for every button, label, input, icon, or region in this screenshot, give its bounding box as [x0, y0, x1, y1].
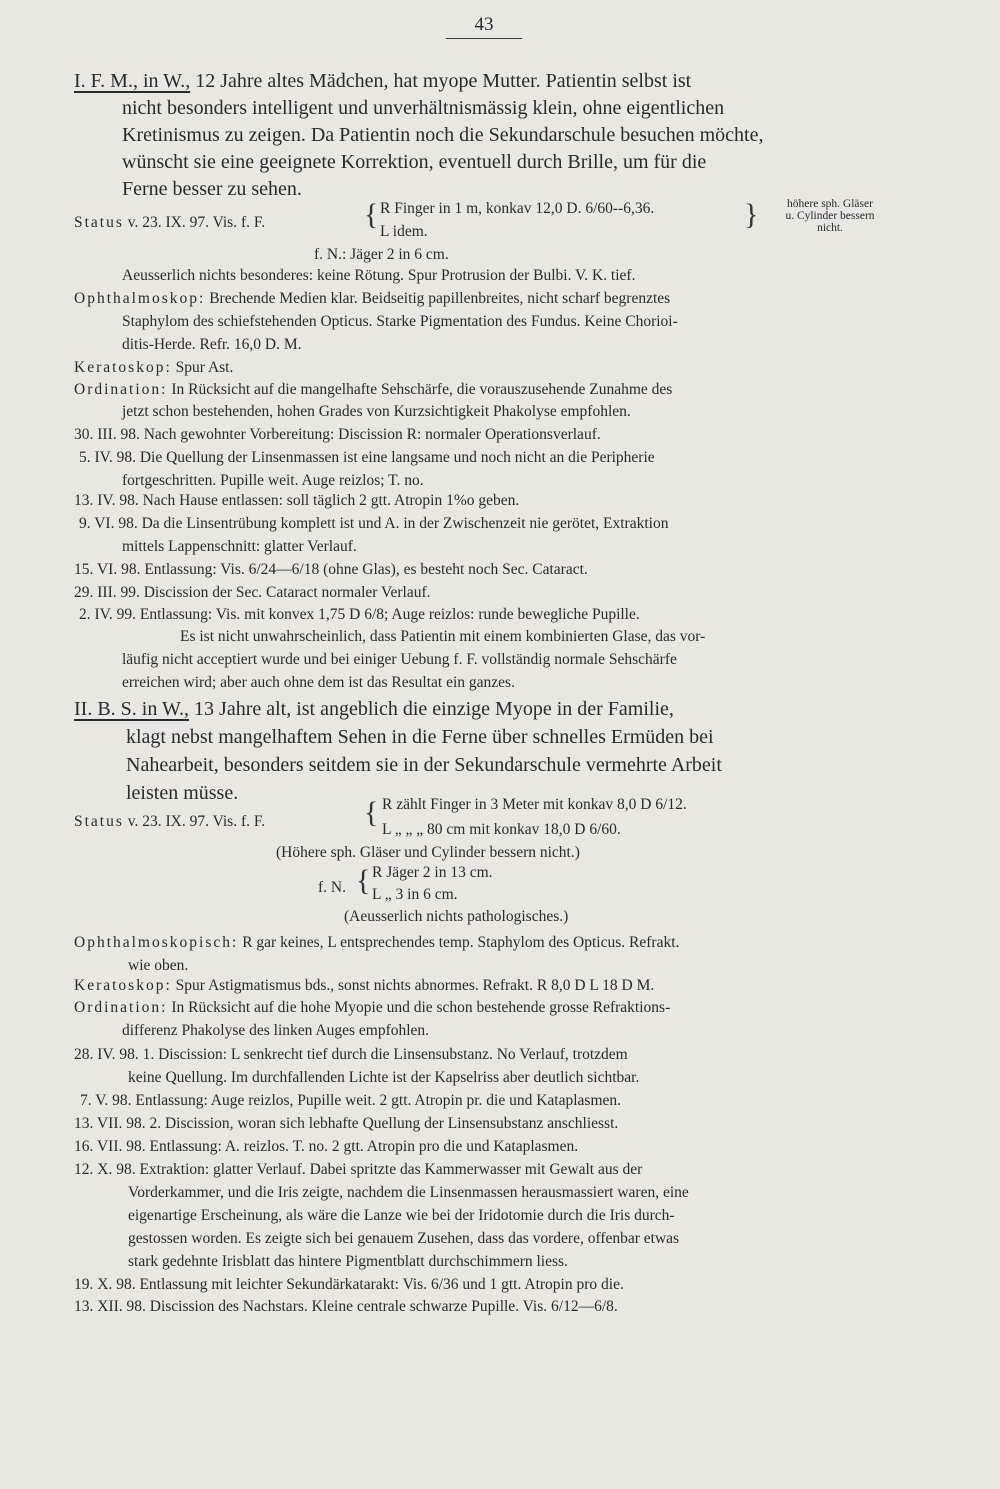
case1-vis-l: L idem.: [380, 223, 428, 240]
case1-intro-line: wünscht sie eine geeignete Korrektion, eventuell durch Brille, um für die: [122, 151, 707, 173]
case1-entry: läufig nicht acceptiert wurde und bei einiger Uebung f. F. vollständig normale Sehschärfe: [122, 651, 677, 668]
section-text: Brechende Medien klar. Beidseitig papillenbreites, nicht scharf begrenztes: [209, 290, 671, 307]
section-label: Keratoskop:: [74, 359, 172, 376]
case2-fn-label: f. N.: [318, 879, 346, 896]
status-label: Status: [74, 813, 124, 830]
case1-status: [74, 214, 265, 232]
status-date: v. 23. IX. 97. Vis. f. F.: [127, 813, 266, 830]
case2-entry: 12. X. 98. Extraktion: glatter Verlauf. Dabei spritzte das Kammerwasser mit Gewalt aus der: [74, 1161, 643, 1178]
case1-entry: Es ist nicht unwahrscheinlich, dass Patientin mit einem kombinierten Glase, das vor-: [180, 628, 706, 645]
brace-symbol: {: [364, 198, 379, 231]
brace-symbol: {: [356, 864, 371, 897]
status-label: Status: [74, 214, 124, 231]
case1-entry: erreichen wird; aber auch ohne dem ist das Resultat ein ganzes.: [122, 674, 515, 691]
case2-entry: Vorderkammer, und die Iris zeigte, nachdem die Linsenmassen herausmassiert waren, eine: [128, 1184, 689, 1201]
case2-intro-line: 13 Jahre alt, ist angeblich die einzige Myope in der Familie,: [194, 698, 674, 720]
case2-oph-cont: wie oben.: [128, 957, 189, 974]
case1-heading: I. F. M., in W.,: [74, 70, 191, 92]
case2-keratoskop: [74, 977, 654, 995]
section-text: In Rücksicht auf die hohe Myopie und die schon bestehende grosse Refraktions-: [171, 999, 671, 1016]
case1-intro-line: Kretinismus zu zeigen. Da Patientin noch die Sekundarschule besuchen möchte,: [122, 124, 764, 146]
case1-paragraph: [74, 68, 691, 94]
case2-vis-r: R zählt Finger in 3 Meter mit konkav 8,0 D 6/12.: [382, 796, 687, 813]
section-label: Ordination:: [74, 999, 168, 1016]
case2-entry: keine Quellung. Im durchfallenden Lichte ist der Kapselriss aber deutlich sichtbar.: [128, 1069, 640, 1086]
case1-ordination: [74, 381, 672, 399]
brace-symbol: {: [364, 796, 379, 829]
case2-entry: 13. VII. 98. 2. Discission, woran sich lebhafte Quellung der Linsensubstanz anschliesst.: [74, 1115, 619, 1132]
case2-entry: gestossen worden. Es zeigte sich bei genauem Zusehen, dass das vordere, offenbar etwas: [128, 1230, 680, 1247]
case1-ophthalmoskop: [74, 290, 670, 308]
case1-entry: 30. III. 98. Nach gewohnter Vorbereitung: Discission R: normaler Operationsverlauf.: [74, 426, 601, 443]
glass-note-line: nicht.: [817, 222, 843, 234]
section-label: Ophthalmoskop:: [74, 290, 206, 307]
case2-ord-cont: differenz Phakolyse des linken Auges empfohlen.: [122, 1022, 430, 1039]
case1-entry: 9. VI. 98. Da die Linsentrübung komplett ist und A. in der Zwischenzeit nie gerötet, Extraktion: [79, 515, 669, 532]
case2-note: (Höhere sph. Gläser und Cylinder bessern nicht.): [276, 844, 580, 861]
case1-entry: 29. III. 99. Discission der Sec. Cataract normaler Verlauf.: [74, 584, 431, 601]
case2-fn-l: L „ 3 in 6 cm.: [372, 886, 458, 903]
status-date: v. 23. IX. 97. Vis. f. F.: [127, 214, 266, 231]
case2-vis-l: L „ „ „ 80 cm mit konkav 18,0 D 6/60.: [382, 821, 621, 838]
case1-keratoskop: [74, 359, 233, 377]
case2-entry: stark gedehnte Irisblatt das hintere Pigmentblatt durchschimmern liess.: [128, 1253, 568, 1270]
section-text: Spur Astigmatismus bds., sonst nichts abnormes. Refrakt. R 8,0 D L 18 D M.: [175, 977, 655, 994]
brace-symbol: }: [744, 198, 759, 231]
section-text: In Rücksicht auf die mangelhafte Sehschärfe, die vorauszusehende Zunahme des: [171, 381, 673, 398]
case1-intro-line: Ferne besser zu sehen.: [122, 178, 302, 200]
case2-entry: 13. XII. 98. Discission des Nachstars. Kleine centrale schwarze Pupille. Vis. 6/12—6/8.: [74, 1298, 618, 1315]
case1-entry: 15. VI. 98. Entlassung: Vis. 6/24—6/18 (ohne Glas), es besteht noch Sec. Cataract.: [74, 561, 588, 578]
case1-entry: mittels Lappenschnitt: glatter Verlauf.: [122, 538, 357, 555]
section-label: Ordination:: [74, 381, 168, 398]
case1-entry: 13. IV. 98. Nach Hause entlassen: soll täglich 2 gtt. Atropin 1%o geben.: [74, 492, 520, 509]
case1-oph-cont: ditis-Herde. Refr. 16,0 D. M.: [122, 336, 302, 353]
case1-entry: 2. IV. 99. Entlassung: Vis. mit konvex 1,75 D 6/8; Auge reizlos: runde bewegliche Pupille.: [79, 606, 640, 623]
page-number: 43: [446, 14, 522, 39]
case2-ordination: [74, 999, 670, 1017]
section-label: Keratoskop:: [74, 977, 172, 994]
case1-vis-r: R Finger in 1 m, konkav 12,0 D. 6/60--6,36.: [380, 200, 655, 217]
case2-ophthalmoskopisch: [74, 934, 679, 952]
case2-entry: 7. V. 98. Entlassung: Auge reizlos, Pupille weit. 2 gtt. Atropin pr. die und Kataplasmen.: [80, 1092, 622, 1109]
glass-note: [760, 198, 900, 234]
case2-paragraph: [74, 696, 674, 722]
case1-ord-cont: jetzt schon bestehenden, hohen Grades von Kurzsichtigkeit Phakolyse empfohlen.: [122, 403, 631, 420]
section-label: Ophthalmoskopisch:: [74, 934, 239, 951]
case2-entry: eigenartige Erscheinung, als wäre die Lanze wie bei der Iridotomie durch die Iris durch-: [128, 1207, 675, 1224]
glass-note-line: u. Cylinder bessern: [785, 210, 875, 222]
case1-external: Aeusserlich nichts besonderes: keine Rötung. Spur Protrusion der Bulbi. V. K. tief.: [122, 267, 636, 284]
case2-fn-r: R Jäger 2 in 13 cm.: [372, 864, 493, 881]
case1-entry: 5. IV. 98. Die Quellung der Linsenmassen ist eine langsame und noch nicht an die Peripherie: [79, 449, 655, 466]
case1-intro-line: 12 Jahre altes Mädchen, hat myope Mutter. Patientin selbst ist: [195, 70, 692, 92]
case2-intro-line: klagt nebst mangelhaftem Sehen in die Ferne über schnelles Ermüden bei: [126, 726, 714, 748]
case2-status: [74, 813, 265, 831]
section-text: R gar keines, L entsprechendes temp. Staphylom des Opticus. Refrakt.: [242, 934, 680, 951]
case2-intro-line: Nahearbeit, besonders seitdem sie in der Sekundarschule vermehrte Arbeit: [126, 754, 722, 776]
case2-entry: 19. X. 98. Entlassung mit leichter Sekundärkatarakt: Vis. 6/36 und 1 gtt. Atropin pro die.: [74, 1276, 624, 1293]
case2-entry: 16. VII. 98. Entlassung: A. reizlos. T. no. 2 gtt. Atropin pro die und Kataplasmen.: [74, 1138, 579, 1155]
case1-oph-cont: Staphylom des schiefstehenden Opticus. Starke Pigmentation des Fundus. Keine Chorioi-: [122, 313, 678, 330]
case2-intro-line: leisten müsse.: [126, 782, 239, 804]
case1-intro-line: nicht besonders intelligent und unverhältnismässig klein, ohne eigentlichen: [122, 97, 725, 119]
case1-fn: f. N.: Jäger 2 in 6 cm.: [314, 246, 449, 263]
case2-entry: 28. IV. 98. 1. Discission: L senkrecht tief durch die Linsensubstanz. No Verlauf, trotzdem: [74, 1046, 628, 1063]
case2-external: (Aeusserlich nichts pathologisches.): [344, 908, 569, 925]
case2-heading: II. B. S. in W.,: [74, 698, 190, 720]
glass-note-line: höhere sph. Gläser: [787, 198, 873, 210]
section-text: Spur Ast.: [175, 359, 234, 376]
case1-entry: fortgeschritten. Pupille weit. Auge reizlos; T. no.: [122, 472, 424, 489]
